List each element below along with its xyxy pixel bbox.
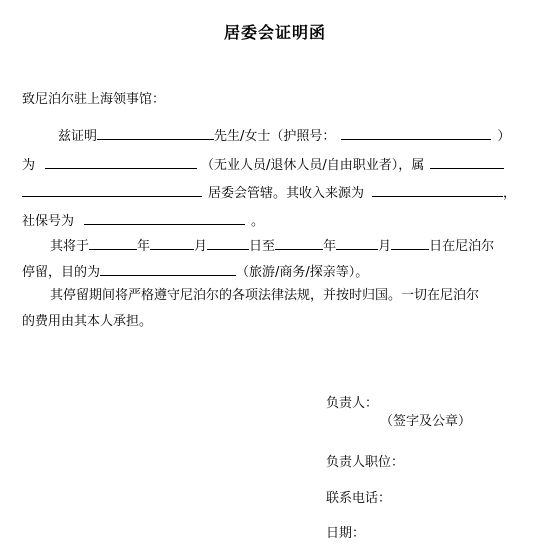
status-options: （无业人员/退休人员/自由职业者），属 (201, 158, 425, 173)
purpose-blank[interactable] (100, 262, 236, 276)
belong-blank-1[interactable] (430, 155, 504, 169)
month2-label: 月 (378, 239, 392, 254)
certify-line-3 (22, 183, 516, 202)
day-to-label: 日至 (249, 239, 276, 254)
year2-label: 年 (323, 239, 337, 254)
close-paren: ） (497, 129, 511, 144)
stay-line-2 (22, 262, 368, 281)
purpose-options: （旅游/商务/探亲等）。 (236, 265, 369, 280)
comma: ， (503, 186, 517, 201)
income-blank[interactable] (372, 183, 503, 197)
start-month-blank[interactable] (150, 236, 194, 250)
start-year-blank[interactable] (89, 236, 137, 250)
month-label: 月 (194, 239, 208, 254)
year-label: 年 (137, 239, 151, 254)
status-blank[interactable] (45, 155, 197, 169)
title-passport-label: 先生/女士（护照号： (214, 129, 336, 144)
end-month-blank[interactable] (336, 236, 378, 250)
start-day-blank[interactable] (207, 236, 249, 250)
obligation-line-1: 其停留期间将严格遵守尼泊尔的各项法律法规，并按时归国。一切在尼泊尔 (50, 288, 480, 303)
social-security-label: 社保号为 (22, 214, 75, 229)
responsible-label: 负责人： (326, 396, 379, 411)
end-year-blank[interactable] (275, 236, 323, 250)
phone-label: 联系电话： (326, 491, 392, 506)
jurisdiction-text: 居委会管辖。其收入来源为 (208, 186, 365, 201)
passport-blank[interactable] (341, 126, 491, 140)
stay-line-1 (50, 236, 494, 255)
document-title: 居委会证明函 (223, 23, 326, 42)
certify-text: 兹证明 (58, 129, 98, 144)
end-day-blank[interactable] (391, 236, 429, 250)
period: 。 (251, 214, 265, 229)
stamp-note: （签字及公章） (380, 414, 472, 429)
certify-line-1 (58, 126, 510, 145)
belong-blank-2[interactable] (22, 183, 202, 197)
certify-line-2 (22, 155, 504, 174)
purpose-label: 停留，目的为 (22, 265, 101, 280)
social-security-blank[interactable] (84, 211, 245, 225)
will-text: 其将于 (50, 239, 90, 254)
salutation: 致尼泊尔驻上海领事馆： (22, 92, 166, 107)
name-blank[interactable] (97, 126, 214, 140)
is-text: 为 (22, 158, 36, 173)
date-label: 日期： (326, 526, 366, 541)
day2-nepal-label: 日在尼泊尔 (429, 239, 495, 254)
obligation-line-2: 的费用由其本人承担。 (22, 314, 153, 329)
position-label: 负责人职位： (326, 455, 405, 470)
certify-line-4 (22, 211, 264, 230)
